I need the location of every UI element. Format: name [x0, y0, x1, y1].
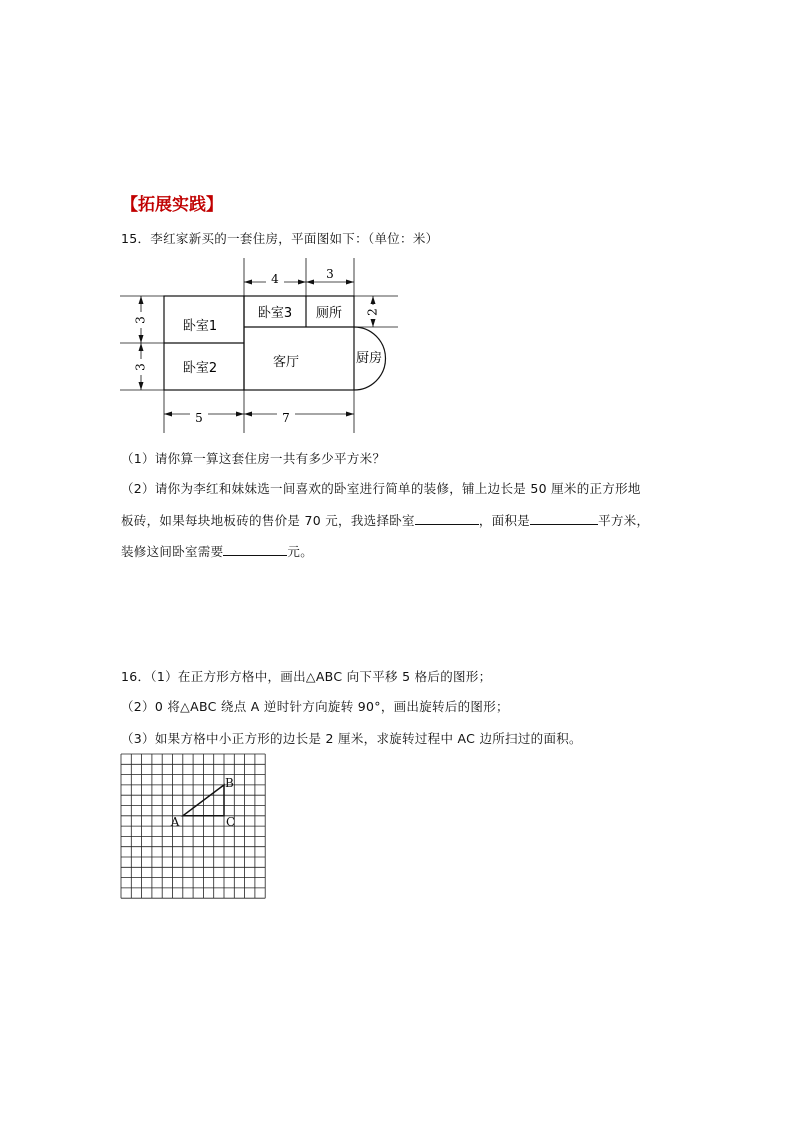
q16-line3: （3）如果方格中小正方形的边长是 2 厘米，求旋转过程中 AC 边所扫过的面积。: [121, 731, 582, 746]
room-bedroom1: 卧室1: [182, 319, 218, 334]
q15-part2-line2-b: ，面积是: [478, 513, 531, 528]
q15-part2-line2: [121, 510, 649, 529]
section-heading: 【拓展实践】: [121, 195, 223, 215]
q16-line1: 16．（1）在正方形方格中，画出△ABC 向下平移 5 格后的图形；: [121, 669, 492, 684]
q15-part2-line2-c: 平方米，: [598, 513, 650, 528]
q15-part2-line2-a: 板砖，如果每块地板砖的售价是 70 元，我选择卧室: [121, 513, 415, 528]
room-living: 客厅: [272, 355, 300, 370]
dim-right: 2: [365, 308, 380, 316]
room-kitchen: 厨房: [355, 351, 383, 366]
q16-line2: （2）0 将△ABC 绕点 A 逆时针方向旋转 90°，画出旋转后的图形；: [121, 699, 509, 714]
point-label-c: C: [226, 814, 236, 829]
q15-part2-line1: （2）请你为李红和妹妹选一间喜欢的卧室进行简单的装修，铺上边长是 50 厘米的正方形地: [121, 481, 641, 496]
room-bedroom2: 卧室2: [182, 361, 218, 376]
q15-part2-line3-a: 装修这间卧室需要: [121, 544, 224, 559]
answer-blank-bedroom[interactable]: [415, 510, 479, 525]
answer-blank-area[interactable]: [530, 510, 598, 525]
dim-bottom-left: 5: [195, 411, 203, 425]
room-toilet: 厕所: [315, 306, 343, 321]
point-label-b: B: [225, 775, 234, 790]
q15-part2-line3-b: 元。: [287, 544, 314, 559]
dim-top-right: 3: [326, 267, 334, 281]
dim-top-left: 4: [271, 272, 279, 286]
dim-bottom-right: 7: [282, 411, 290, 425]
q15-part2-line3: [121, 541, 313, 560]
dim-left-upper: 3: [133, 316, 148, 324]
q15-part1: （1）请你算一算这套住房一共有多少平方米？: [121, 451, 386, 466]
square-grid: [115, 748, 270, 900]
dim-left-lower: 3: [133, 363, 148, 371]
point-label-a: A: [170, 814, 180, 829]
floor-plan: [110, 252, 410, 437]
answer-blank-cost[interactable]: [223, 541, 287, 556]
room-bedroom3: 卧室3: [257, 306, 293, 321]
q15-prompt: 15．李红家新买的一套住房，平面图如下：（单位：米）: [121, 231, 439, 246]
